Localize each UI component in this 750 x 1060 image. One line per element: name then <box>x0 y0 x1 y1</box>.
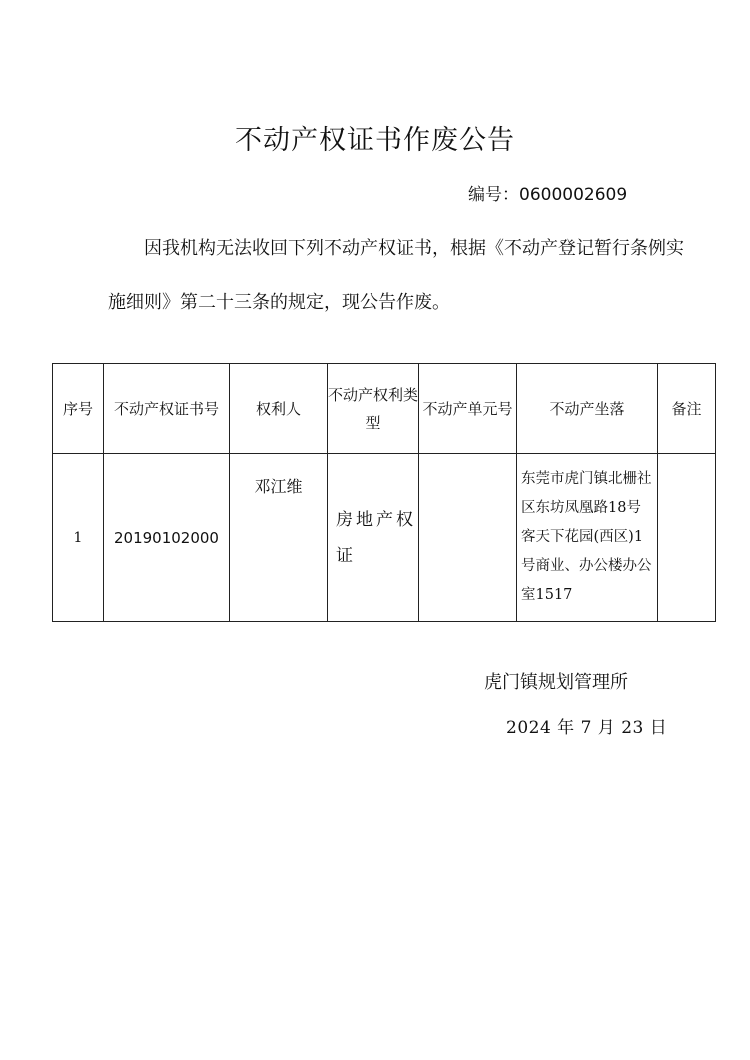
row-remark <box>658 454 716 622</box>
notice-title: 不动产权证书作废公告 <box>235 125 515 156</box>
header-location: 不动产坐落 <box>517 364 658 454</box>
header-index: 序号 <box>53 364 104 454</box>
notice-body: 因我机构无法收回下列不动产权证书，根据《不动产登记暂行条例实施细则》第二十三条的规定，现公告作废。 <box>108 238 684 313</box>
row-location: 东莞市虎门镇北栅社区东坊凤凰路18号客天下花园(西区)1号商业、办公楼办公室1517 <box>517 454 658 622</box>
header-remark: 备注 <box>658 364 716 454</box>
issuing-organization: 虎门镇规划管理所 <box>484 672 628 693</box>
void-certificate-table <box>52 363 716 622</box>
row-index: 1 <box>53 454 104 622</box>
row-unit-no <box>419 454 517 622</box>
doc-number-value: 0600002609 <box>519 185 628 205</box>
row-owner: 邓江维 <box>230 454 328 622</box>
row-right-type: 房地产权证 <box>328 454 419 622</box>
header-right-type: 不动产权利类型 <box>328 364 419 454</box>
doc-number-label: 编号： <box>468 185 519 205</box>
table-header-row <box>53 364 716 454</box>
issue-date: 2024 年 7 月 23 日 <box>506 718 668 738</box>
doc-number <box>468 180 627 205</box>
table-row <box>53 454 716 622</box>
header-cert-no: 不动产权证书号 <box>104 364 230 454</box>
row-cert-no: 20190102000 <box>104 454 230 622</box>
header-unit-no: 不动产单元号 <box>419 364 517 454</box>
header-owner: 权利人 <box>230 364 328 454</box>
